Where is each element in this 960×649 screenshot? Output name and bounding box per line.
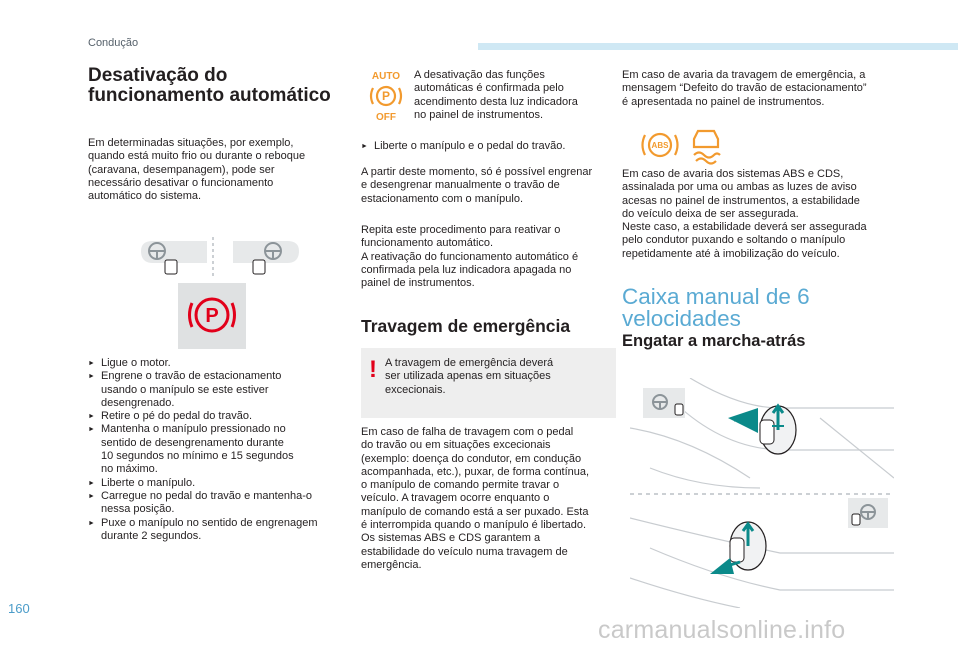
text-line: excecionais. [385, 383, 446, 396]
stability-control-icon [694, 131, 720, 164]
text-line: do veículo deixa de ser assegurada. [622, 207, 799, 220]
watermark: carmanualsonline.info [598, 616, 846, 644]
page-number: 160 [8, 601, 30, 616]
text-line: acesas no painel de instrumentos, a estabilidade [622, 194, 860, 207]
text-line: ► Liberte o manípulo. [101, 476, 196, 489]
title-line: velocidades [622, 306, 741, 331]
text-line: ser utilizada apenas em situações [385, 370, 551, 383]
text-line: desengrenado. [101, 396, 175, 409]
text-line: assinalada por uma ou ambas as luzes de aviso [622, 181, 857, 194]
chapter-title [622, 286, 922, 330]
text-line: no painel de instrumentos. [414, 108, 544, 121]
text-line: Em caso de avaria dos sistemas ABS e CDS, [622, 168, 844, 180]
list-item [88, 477, 358, 490]
list-item [88, 370, 358, 410]
warning-lights [638, 125, 728, 165]
text-line: painel de instrumentos. [361, 277, 475, 290]
release-step [361, 140, 621, 153]
paragraph-reactivate [361, 224, 621, 290]
text-line: quando está muito frio ou durante o reboque [88, 150, 306, 163]
text-line: pelo condutor puxando e soltando o manípulo [622, 234, 846, 247]
abs-label: ABS [651, 141, 669, 150]
lever-icon [675, 404, 683, 415]
text-line: nessa posição. [101, 503, 175, 516]
text-line: A travagem de emergência deverá [385, 357, 554, 369]
text-line: (exemplo: doença do condutor, em condução [361, 452, 582, 465]
text-line: ► Retire o pé do pedal do travão. [101, 410, 253, 423]
section-title-emergency: Travagem de emergência [361, 316, 571, 336]
auto-off-indicator-icon [366, 68, 406, 124]
steps-list [88, 357, 358, 543]
text-line: repetidamente até à imobilização do veículo. [622, 247, 840, 260]
text-line: veículo. A travagem ocorre enquanto o [361, 492, 550, 505]
list-item [88, 517, 358, 544]
text-line: automáticas é confirmada pelo [414, 82, 564, 95]
paragraph-manual [361, 166, 621, 206]
text-line: (caravana, desempanagem), pode ser [88, 163, 275, 176]
text-line: ► Carregue no pedal do travão e mantenha-o [101, 489, 312, 502]
text-line: estacionamento com o manípulo. [361, 192, 524, 205]
text-line: ► Liberte o manípulo e o pedal do travão. [374, 140, 566, 152]
title-line: funcionamento automático [88, 85, 331, 106]
text-line: manípulo de comando está a ser puxado. Esta [361, 505, 589, 518]
header-bar [478, 43, 958, 50]
text-line: Repita este procedimento para reativar o [361, 224, 561, 236]
section-title-deactivation [88, 66, 358, 106]
auto-label: AUTO [371, 71, 401, 82]
text-line: automático do sistema. [88, 190, 202, 203]
text-line: mensagem “Defeito do travão de estacionamento” [622, 82, 867, 95]
list-item [88, 423, 358, 476]
text-line: 10 segundos no mínimo e 15 segundos [101, 450, 294, 463]
text-line: acendimento desta luz indicadora [414, 95, 578, 108]
text-line: A partir deste momento, só é possível engrenar [361, 166, 593, 178]
section-header: Condução [88, 37, 139, 49]
auto-confirm-text [414, 69, 614, 122]
text-line: no máximo. [101, 463, 158, 476]
text-line: Em caso de falha de travagem com o pedal [361, 426, 574, 438]
text-line: Os sistemas ABS e CDS garantem a [361, 532, 541, 545]
list-item [361, 140, 621, 153]
text-line: estabilidade do veículo numa travagem de [361, 545, 568, 558]
indicator-illustration [135, 233, 305, 353]
off-label: OFF [376, 112, 396, 123]
lever-icon [253, 260, 265, 274]
text-line: ► Engrene o travão de estacionamento [101, 370, 282, 383]
section-title-reverse: Engatar a marcha-atrás [622, 332, 806, 350]
reverse-gear-illustration [630, 378, 894, 608]
title-line: Caixa manual de 6 [622, 284, 810, 309]
text-line: ► Mantenha o manípulo pressionado no [101, 423, 286, 436]
svg-text:P: P [205, 305, 219, 327]
failure-paragraph [622, 69, 912, 109]
emergency-paragraph [361, 426, 623, 572]
warning-icon: ! [369, 356, 377, 383]
text-line: e desengrenar manualmente o travão de [361, 179, 560, 192]
text-line: funcionamento automático. [361, 237, 494, 250]
abs-icon [643, 134, 678, 156]
text-line: A desativação das funções [414, 69, 545, 81]
list-item [88, 490, 358, 517]
text-line: A reativação do funcionamento automático é [361, 250, 579, 263]
list-item [88, 357, 358, 370]
lever-icon [852, 514, 860, 525]
text-line: do travão ou em situações excecionais [361, 439, 551, 452]
text-line: ► Ligue o motor. [101, 357, 171, 369]
text-line: é apresentada no painel de instrumentos. [622, 95, 825, 108]
text-line: necessário desativar o funcionamento [88, 176, 274, 189]
title-line: Desativação do [88, 65, 228, 86]
abs-paragraph [622, 168, 912, 261]
text-line: confirmada pela luz indicadora apagada no [361, 263, 572, 276]
list-item [88, 410, 358, 423]
text-line: durante 2 segundos. [101, 529, 202, 542]
text-line: ► Puxe o manípulo no sentido de engrenagem [101, 516, 318, 529]
p-letter: P [381, 89, 391, 103]
intro-paragraph [88, 137, 348, 203]
text-line: Em determinadas situações, por exemplo, [88, 137, 294, 149]
text-line: Neste caso, a estabilidade deverá ser assegurada [622, 221, 867, 234]
text-line: sentido de desengrenamento durante [101, 436, 284, 449]
lever-icon [165, 260, 177, 274]
text-line: Em caso de avaria da travagem de emergência, a [622, 69, 866, 81]
text-line: acompanhada, etc.), puxar, de forma contínua, [361, 465, 590, 478]
text-line: o manípulo de comando permite travar o [361, 479, 560, 492]
warning-text [385, 357, 610, 397]
warning-box [361, 348, 616, 418]
text-line: é interrompida quando o manípulo é libertado. [361, 519, 587, 532]
text-line: emergência. [361, 558, 422, 571]
text-line: usando o manípulo se este estiver [101, 383, 269, 396]
